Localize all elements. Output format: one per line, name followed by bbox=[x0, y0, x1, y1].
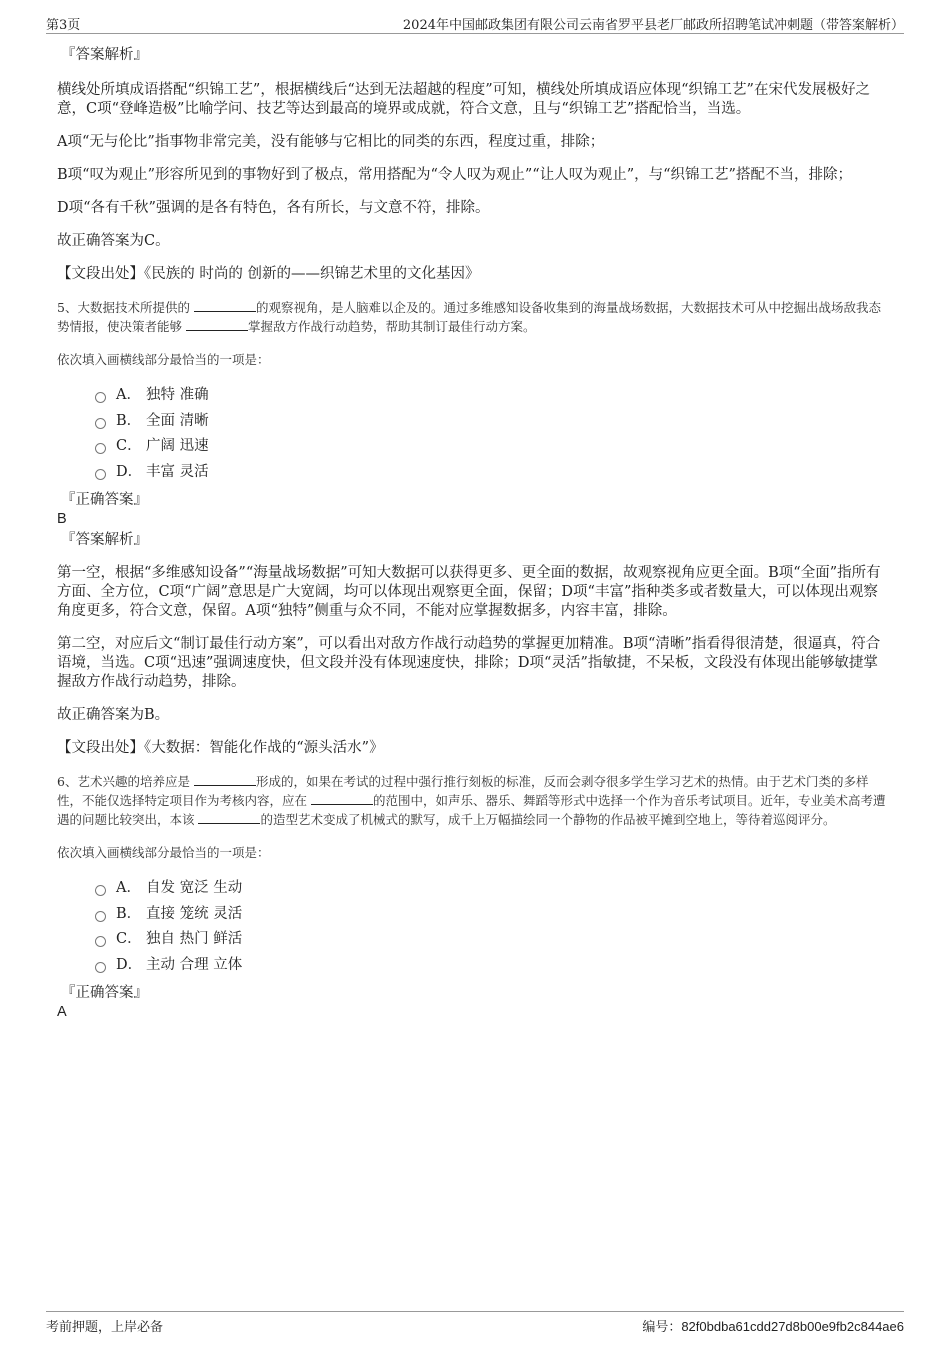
q5-blank-1 bbox=[194, 299, 256, 312]
q5-option-c[interactable]: C． 广阔 迅速 bbox=[95, 434, 887, 460]
q6-option-c[interactable]: C． 独自 热门 鲜活 bbox=[95, 927, 887, 953]
q6-option-a[interactable]: A． 自发 宽泛 生动 bbox=[95, 876, 887, 902]
page-footer bbox=[46, 1311, 904, 1336]
q5-option-a[interactable]: A． 独特 准确 bbox=[95, 383, 887, 409]
radio-icon[interactable] bbox=[95, 885, 106, 896]
q4-analysis-label: 『答案解析』 bbox=[61, 47, 148, 63]
q5-options bbox=[95, 383, 887, 485]
q4-analysis-p4: D项“各有千秋”强调的是各有特色，各有所长，与文意不符，排除。 bbox=[57, 200, 490, 216]
q6-option-d[interactable]: D． 主动 合理 立体 bbox=[95, 953, 887, 979]
radio-icon[interactable] bbox=[95, 936, 106, 947]
radio-icon[interactable] bbox=[95, 443, 106, 454]
q6-options bbox=[95, 876, 887, 978]
radio-icon[interactable] bbox=[95, 418, 106, 429]
q4-analysis-p2: A项“无与伦比”指事物非常完美，没有能够与它相比的同类的东西，程度过重，排除； bbox=[57, 134, 605, 150]
radio-icon[interactable] bbox=[95, 911, 106, 922]
document-code bbox=[642, 1316, 904, 1335]
q4-analysis-p3: B项“叹为观止”形容所见到的事物好到了极点，常用搭配为“令人叹为观止”“让人叹为观止”，与“织锦工艺”搭配不当，排除； bbox=[57, 167, 852, 183]
q6-stem-part-b: 形成的，如果在考试的过程中强行推行刻板的标准，反而会剥夺很多学生学习艺术的热情。由于艺术门类的多样性，不能仅选择特定项目作为考核内容，应在 bbox=[57, 774, 869, 808]
q5-stem-part-c: 掌握敌方作战行动趋势，帮助其制订最佳行动方案。 bbox=[247, 319, 536, 334]
q5-analysis-p2: 第二空，对应后文“制订最佳行动方案”，可以看出对敌方作战行动趋势的掌握更加精准。B项“清晰”指看得很清楚，很逼真，符合语境，当选。C项“迅速”强调速度快，但文段并没有体现速度快，排除；D项“灵活”指敏捷，不呆板，文段没有体现出能够敏捷掌握敌方作战行动趋势，排除。 bbox=[57, 636, 881, 690]
q4-conclusion: 故正确答案为C。 bbox=[57, 233, 170, 249]
q6-stem-part-c: 的范围中，如声乐、器乐、舞蹈等形式中选择一个作为音乐考试项目。近年，专业美术高考遭遇的问题比较突出，本该 bbox=[57, 793, 886, 827]
q6-correct-label: 『正确答案』 bbox=[61, 985, 148, 1001]
q5-prompt: 依次填入画横线部分最恰当的一项是： bbox=[57, 352, 270, 367]
q6-option-b[interactable]: B． 直接 笼统 灵活 bbox=[95, 902, 887, 928]
q5-option-b[interactable]: B． 全面 清晰 bbox=[95, 409, 887, 435]
q5-correct-label: 『正确答案』 bbox=[61, 492, 148, 508]
q5-source: 【文段出处】《大数据：智能化作战的“源头活水”》 bbox=[57, 740, 384, 756]
code-value: 82f0bdba61cdd27d8b00e9fb2c844ae6 bbox=[681, 1319, 904, 1334]
q6-blank-1 bbox=[194, 773, 256, 786]
page-content bbox=[57, 44, 887, 1022]
q5-stem bbox=[57, 298, 887, 336]
q5-answer: B bbox=[57, 511, 67, 527]
radio-icon[interactable] bbox=[95, 962, 106, 973]
footer-slogan: 考前押题，上岸必备 bbox=[46, 1320, 164, 1335]
q6-stem bbox=[57, 772, 887, 829]
page-header bbox=[46, 13, 904, 34]
q6-prompt: 依次填入画横线部分最恰当的一项是： bbox=[57, 845, 270, 860]
q4-analysis-p1: 横线处所填成语搭配“织锦工艺”，根据横线后“达到无法超越的程度”可知，横线处所填成语应体现“织锦工艺”在宋代发展极好之意，C项“登峰造极”比喻学问、技艺等达到最高的境界或成就，符合文意，且与“织锦工艺”搭配恰当，当选。 bbox=[57, 82, 870, 117]
q5-analysis-p1: 第一空，根据“多维感知设备”“海量战场数据”可知大数据可以获得更多、更全面的数据，故观察视角应更全面。B项“全面”指所有方面、全方位，C项“广阔”意思是广大宽阔，均可以体现出观察更全面，保留；D项“丰富”指种类多或者数量大，可以体现出观察角度更多，符合文意，保留。A项“独特”侧重与众不同，不能对应掌握数据多，内容丰富，排除。 bbox=[57, 565, 881, 619]
q5-blank-2 bbox=[186, 318, 248, 331]
q6-stem-part-a: 6、艺术兴趣的培养应是 bbox=[57, 774, 194, 789]
q5-stem-part-b: 的观察视角，是人脑难以企及的。通过多维感知设备收集到的海量战场数据，大数据技术可从中挖掘出战场敌我态势情报，使决策者能够 bbox=[57, 300, 881, 334]
q4-source: 【文段出处】《民族的 时尚的 创新的——织锦艺术里的文化基因》 bbox=[57, 266, 480, 282]
q5-option-d[interactable]: D． 丰富 灵活 bbox=[95, 460, 887, 486]
q6-blank-3 bbox=[198, 811, 260, 824]
radio-icon[interactable] bbox=[95, 469, 106, 480]
code-label: 编号： bbox=[642, 1320, 682, 1335]
radio-icon[interactable] bbox=[95, 392, 106, 403]
page-number: 第3页 bbox=[46, 18, 81, 33]
q5-conclusion: 故正确答案为B。 bbox=[57, 707, 170, 723]
q5-analysis-label: 『答案解析』 bbox=[61, 532, 148, 548]
q5-stem-part-a: 5、大数据技术所提供的 bbox=[57, 300, 194, 315]
q6-blank-2 bbox=[311, 792, 373, 805]
q6-stem-part-d: 的造型艺术变成了机械式的默写，成千上万幅描绘同一个静物的作品被平摊到空地上，等待着巡阅评分。 bbox=[260, 812, 836, 827]
document-title: 2024年中国邮政集团有限公司云南省罗平县老厂邮政所招聘笔试冲刺题（带答案解析） bbox=[402, 18, 904, 33]
q6-answer: A bbox=[57, 1004, 67, 1020]
